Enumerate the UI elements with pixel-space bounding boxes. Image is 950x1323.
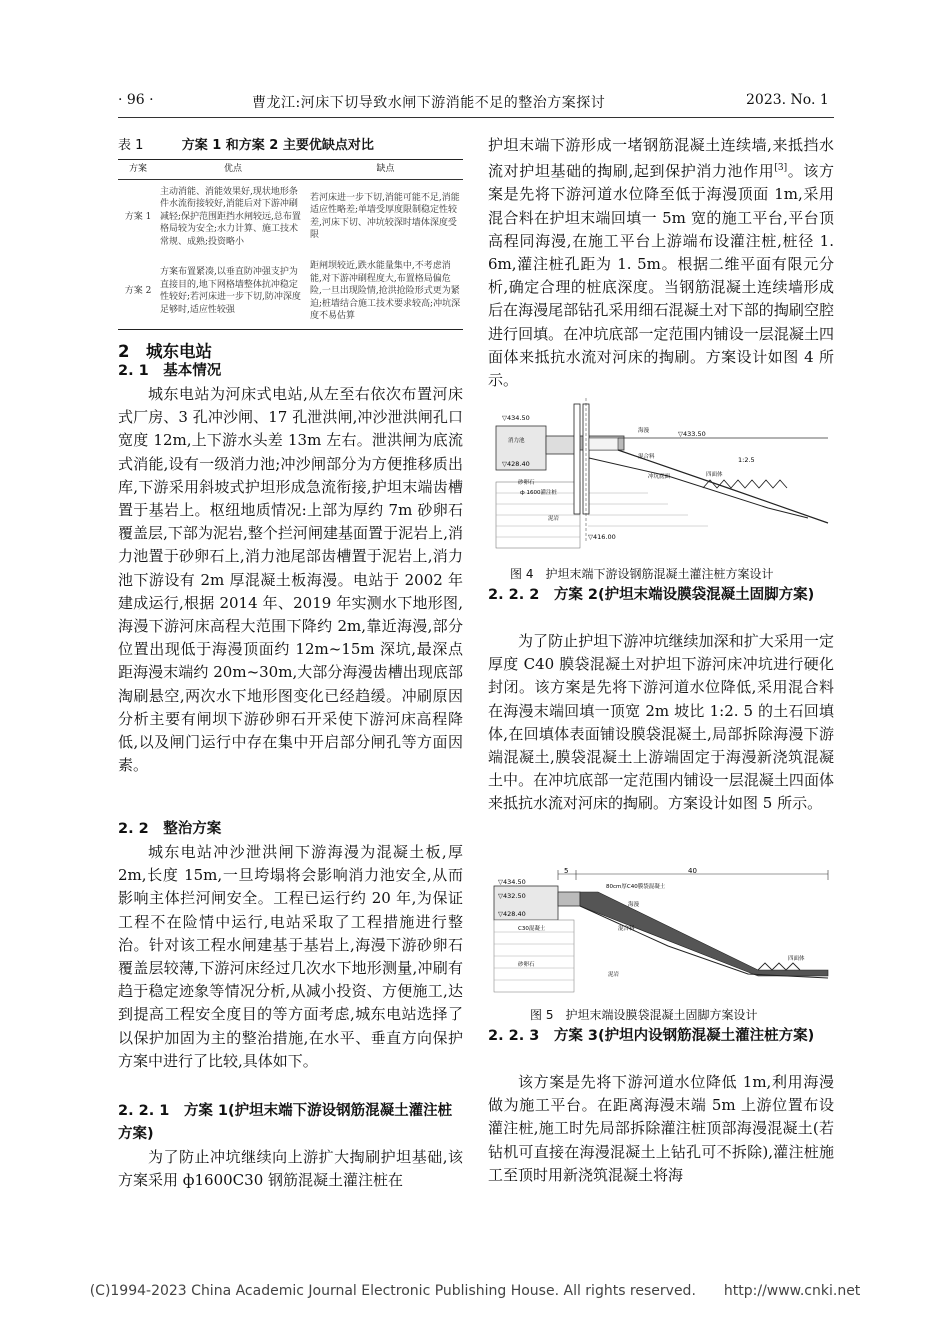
figure-4 bbox=[488, 398, 834, 560]
label: ▽416.00 bbox=[588, 533, 616, 541]
label: 海漫 bbox=[638, 428, 650, 434]
table-header: 优点 bbox=[158, 160, 308, 180]
label: ▽433.50 bbox=[678, 430, 706, 438]
subsection-heading: 2. 2. 1 方案 1(护坦末端下游设钢筋混凝土灌注桩方案) bbox=[118, 1103, 453, 1142]
paragraph: 为了防止冲坑继续向上游扩大掏刷护坦基础,该方案采用 ф1600C30 钢筋混凝土灌注桩在 bbox=[118, 1148, 463, 1190]
label: 1:2.5 bbox=[738, 456, 755, 464]
paragraph: 城东电站为河床式电站,从左至右依次布置河床式厂房、3 孔冲沙闸、17 孔泄洪闸,冲沙泄洪闸孔口宽度 12m,上下游水头差 13m 左右。泄洪闸为底流式消能,设有一级消力池;冲沙闸部分为方便推移质出库,下游采用斜坡式护坦形成急流衔接,护坦末端齿槽置于基岩上。枢纽地质情况:上部为厚约 7m 砂卵石覆盖层,下部为泥岩,整个拦河闸建基面置于泥岩上,消力池置于砂卵石上,消力池尾部齿槽置于泥岩上,消力池下游设有 2m 厚混凝土板海漫。电站于 2002 年建成运行,根据 2014 年、2019 年实测水下地形图,海漫下游河床高程大范围下降约 2m,靠近海漫,部分位置出现低于海漫顶面约 12m~15m 深坑,最深点距海漫末端约 20m~30m,大部分海漫齿槽出现底部淘刷悬空,两次水下地形图变化已经趋缓。冲刷原因分析主要有闸坝下游砂卵石开采使下游河床高程降低,以及闸门运行中存在集中开启部分闸孔等方面因素。 bbox=[118, 385, 463, 775]
pile bbox=[574, 404, 580, 514]
label: 四面体 bbox=[788, 956, 805, 962]
label: 海漫 bbox=[628, 902, 640, 908]
subsection-heading: 2. 1 基本情况 bbox=[118, 363, 222, 379]
table-1 bbox=[118, 134, 463, 330]
apron bbox=[546, 436, 576, 454]
label: ▽434.50 bbox=[502, 414, 530, 422]
label: ▽428.40 bbox=[498, 910, 526, 918]
tetrahedron-row bbox=[758, 963, 800, 970]
comparison-table bbox=[118, 159, 463, 330]
table-header: 缺点 bbox=[308, 160, 463, 180]
label: 40 bbox=[688, 867, 697, 875]
copyright-footer: (C)1994-2023 China Academic Journal Electronic Publishing House. All rights reserved. http://www.cnki.net bbox=[89, 1283, 861, 1299]
label: 泥岩 bbox=[548, 516, 560, 522]
header-rule bbox=[118, 117, 834, 118]
citation: [3] bbox=[774, 163, 788, 174]
subsection-heading: 2. 2 整治方案 bbox=[118, 821, 222, 837]
figure-5 bbox=[488, 866, 834, 1000]
fill-platform bbox=[589, 438, 618, 450]
label: 混合料 bbox=[618, 926, 635, 932]
label: ф 1600灌注桩 bbox=[520, 490, 557, 496]
table-row bbox=[118, 179, 463, 254]
table-cell: 方案 2 bbox=[118, 254, 158, 329]
table-cell: 若河床进一步下切,消能可能不足,消能适应性略差;单墙受厚度限制稳定性较差,河床下切、冲坑较深时墙体深度受限 bbox=[310, 192, 460, 241]
label: 冲坑底面 bbox=[648, 474, 671, 480]
table-row bbox=[118, 254, 463, 329]
table-cell: 方案布置紧凑,以垂直防冲强支护为直接目的,地下网格墙整体抗冲稳定性较好;若河床进一步下切,防冲深度足够时,适应性较强 bbox=[158, 254, 308, 329]
membrane-bag-concrete bbox=[580, 892, 828, 976]
subsection-heading: 2. 2. 2 方案 2(护坦末端设膜袋混凝土固脚方案) bbox=[488, 587, 815, 603]
label: 混合料 bbox=[638, 454, 655, 460]
label: 80cm厚C40膜袋混凝土 bbox=[606, 884, 666, 890]
page-number: · 96 · bbox=[118, 92, 154, 108]
label: C30混凝土 bbox=[518, 926, 546, 932]
label: ▽428.40 bbox=[502, 460, 530, 468]
label: 四面体 bbox=[706, 472, 723, 478]
table-number: 表 1 bbox=[118, 138, 144, 153]
table-cell: 主动消能、消能效果好,现状地形条件水流衔接较好,消能后对下游冲刷减轻;保护范围距挡水闸较远,总布置格局较为安全;水力计算、施工技术常规、成熟;投资略小 bbox=[160, 186, 301, 247]
subsection-heading: 2. 2. 3 方案 3(护坦内设钢筋混凝土灌注桩方案) bbox=[488, 1028, 815, 1044]
label: ▽434.50 bbox=[498, 878, 526, 886]
label: 泥岩 bbox=[608, 972, 620, 978]
table-cell: 距闸坝较近,跌水能量集中,不考虑消能,对下游冲刷程度大,布置格局偏危险,一旦出现险情,抢洪抢险形式更为紧迫;桩墙结合施工技术要求较高;冲坑深度不易估算 bbox=[308, 254, 463, 329]
figure-caption: 图 4 护坦末端下游设钢筋混凝土灌注桩方案设计 bbox=[510, 567, 774, 581]
issue-number: 2023. No. 1 bbox=[746, 92, 829, 108]
paragraph: 该方案是先将下游河道水位降低 1m,利用海漫做为施工平台。在距离海漫末端 5m 上游位置布设灌注桩,施工时先局部拆除灌注桩顶部海漫混凝土(若钻机可直接在海漫混凝土上钻孔可不拆除),灌注桩施工至顶时用新浇筑混凝土将海 bbox=[488, 1073, 834, 1184]
label: 砂卵石 bbox=[518, 962, 535, 968]
figure-caption: 图 5 护坦末端设膜袋混凝土固脚方案设计 bbox=[530, 1008, 758, 1022]
table-cell: 方案 1 bbox=[124, 211, 152, 222]
haiman-slab bbox=[558, 892, 580, 906]
table-header: 方案 bbox=[118, 160, 158, 180]
paragraph: 城东电站冲沙泄洪闸下游海漫为混凝土板,厚 2m,长度 15m,一旦垮塌将会影响消力池安全,从而影响主体拦河闸安全。工程已运行约 20 年,为保证工程不在险情中运行,电站采取了工程措施进行整治。针对该工程水闸建基于基岩上,海漫下游砂卵石覆盖层较薄,下游河床经过几次水下地形测量,冲刷有趋于稳定迹象等情况分析,从减小投资、方便施工,达到提高工程安全度目的等方面考虑,城东电站选择了以保护加固为主的整治措施,在水平、垂直方向保护方案中进行了比较,具体如下。 bbox=[118, 843, 463, 1070]
paragraph: 为了防止护坦下游冲坑继续加深和扩大采用一定厚度 C40 膜袋混凝土对护坦下游河床冲坑进行硬化封闭。该方案是先将下游河道水位降低,采用混合料在海漫末端回填一顶宽 2m 坡比 1:2. 5 的土石回填体,在回填体表面铺设膜袋混凝土,局部拆除海漫下游端混凝土,膜袋混凝土上游端固定于海漫新浇筑混凝土中。在冲坑底部一定范围内铺设一层混凝土四面体来抵抗水流对河床的掏刷。方案设计如图 5 所示。 bbox=[488, 632, 834, 813]
label: 5 bbox=[564, 867, 569, 875]
table-title: 方案 1 和方案 2 主要优缺点对比 bbox=[181, 138, 374, 153]
running-title: 曹龙江:河床下切导致水闸下游消能不足的整治方案探讨 bbox=[252, 95, 606, 111]
section-heading: 2 城东电站 bbox=[118, 342, 212, 361]
slope-line bbox=[618, 450, 828, 523]
label: 消力池 bbox=[508, 438, 525, 444]
label: 砂卵石 bbox=[518, 480, 535, 486]
label: ▽432.50 bbox=[498, 892, 526, 900]
scour-profile bbox=[589, 458, 808, 518]
paragraph: 护坦末端下游形成一堵钢筋混凝土连续墙,来抵挡水流对护坦基础的掏刷,起到保护消力池作用[3]。该方案是先将下游河道水位降至低于海漫顶面 1m,采用混合料在护坦末端回填一 5m 宽的施工平台,平台顶高程同海漫,在施工平台上游端布设灌注桩,桩径 1. 6m,灌注桩孔距为 1. 5m。根据二维平面有限元分析,确定合理的桩底深度。当钢筋混凝土连续墙形成后在海漫尾部钻孔采用细石混凝土对下部的掏刷空腔进行回填。在冲坑底部一定范围内铺设一层混凝土四面体来抵抗水流对河床的掏刷。方案设计如图 4 所示。 bbox=[488, 136, 834, 390]
